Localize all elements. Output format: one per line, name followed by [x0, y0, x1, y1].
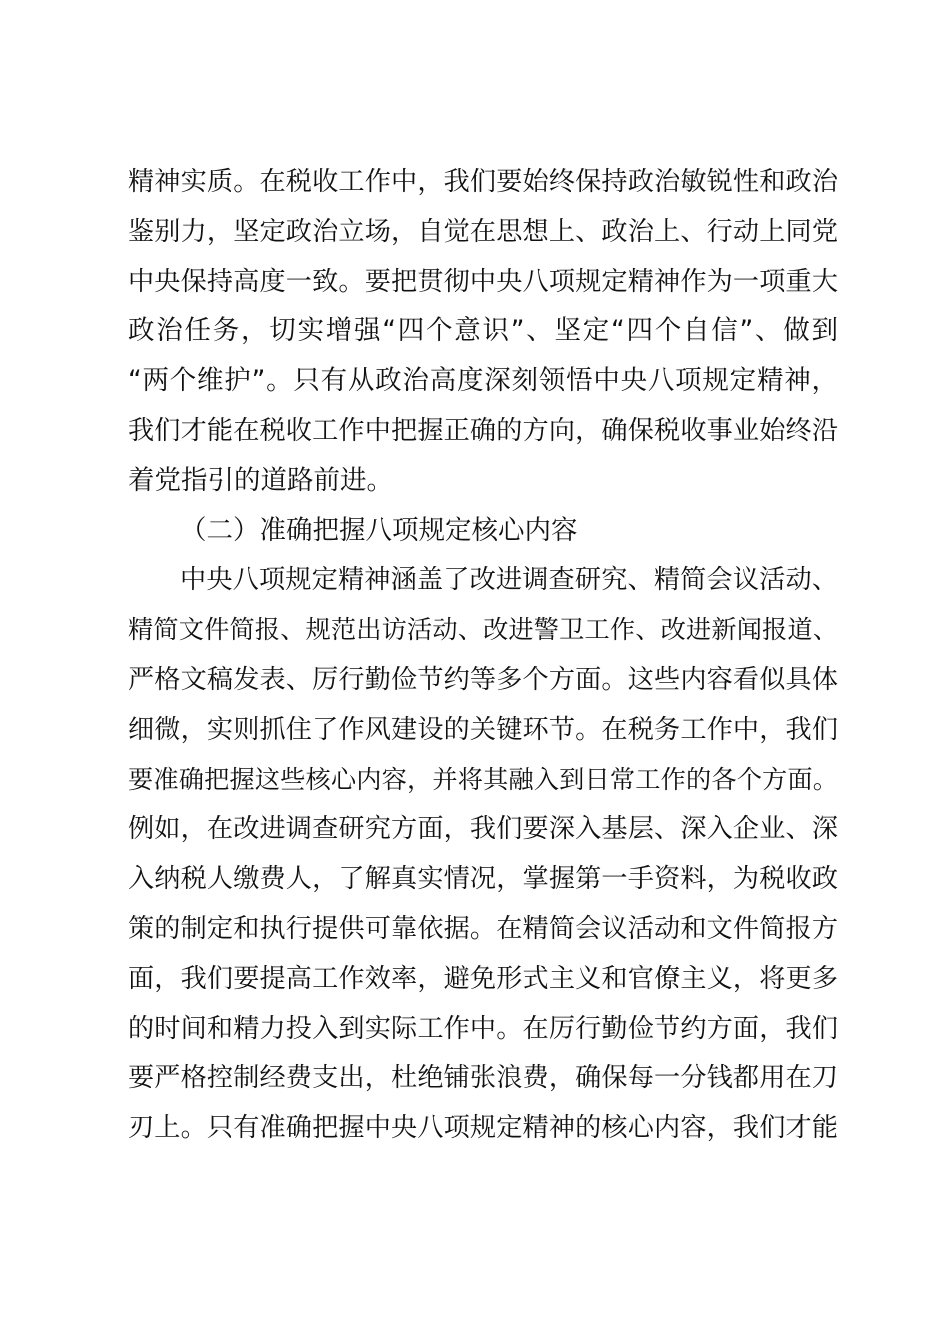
text-line: 入纳税人缴费人，了解真实情况，掌握第一手资料，为税收政: [128, 864, 838, 895]
text-line: 政治任务，切实增强“四个意识”、坚定“四个自信”、做到: [128, 315, 838, 347]
text-line: 的时间和精力投入到实际工作中。在厉行勤俭节约方面，我们: [128, 1013, 838, 1044]
text-line: 中央保持高度一致。要把贯彻中央八项规定精神作为一项重大: [128, 266, 838, 297]
text-line: “两个维护”。只有从政治高度深刻领悟中央八项规定精神，: [128, 365, 838, 397]
text-line: 着党指引的道路前进。: [128, 464, 393, 496]
text-line: 鉴别力，坚定政治立场，自觉在思想上、政治上、行动上同党: [128, 216, 838, 247]
text-line: 精简文件简报、规范出访活动、改进警卫工作、改进新闻报道、: [128, 615, 838, 645]
text-line: 面，我们要提高工作效率，避免形式主义和官僚主义，将更多: [128, 963, 838, 994]
text-line: 我们才能在税收工作中把握正确的方向，确保税收事业始终沿: [128, 416, 838, 446]
text-line: 要准确把握这些核心内容，并将其融入到日常工作的各个方面。: [128, 764, 838, 794]
text-line: 严格文稿发表、厉行勤俭节约等多个方面。这些内容看似具体: [128, 665, 838, 695]
text-line: 刃上。只有准确把握中央八项规定精神的核心内容，我们才能: [128, 1113, 838, 1144]
section-heading: （二）准确把握八项规定核心内容: [180, 514, 578, 546]
text-line: 策的制定和执行提供可靠依据。在精简会议活动和文件简报方: [128, 914, 838, 944]
text-line: 细微，实则抓住了作风建设的关键环节。在税务工作中，我们: [128, 714, 838, 745]
text-line: 例如，在改进调查研究方面，我们要深入基层、深入企业、深: [128, 814, 838, 845]
text-line: 中央八项规定精神涵盖了改进调查研究、精简会议活动、: [180, 565, 838, 596]
text-line: 精神实质。在税收工作中，我们要始终保持政治敏锐性和政治: [128, 167, 838, 197]
text-line: 要严格控制经费支出，杜绝铺张浪费，确保每一分钱都用在刀: [128, 1063, 838, 1094]
